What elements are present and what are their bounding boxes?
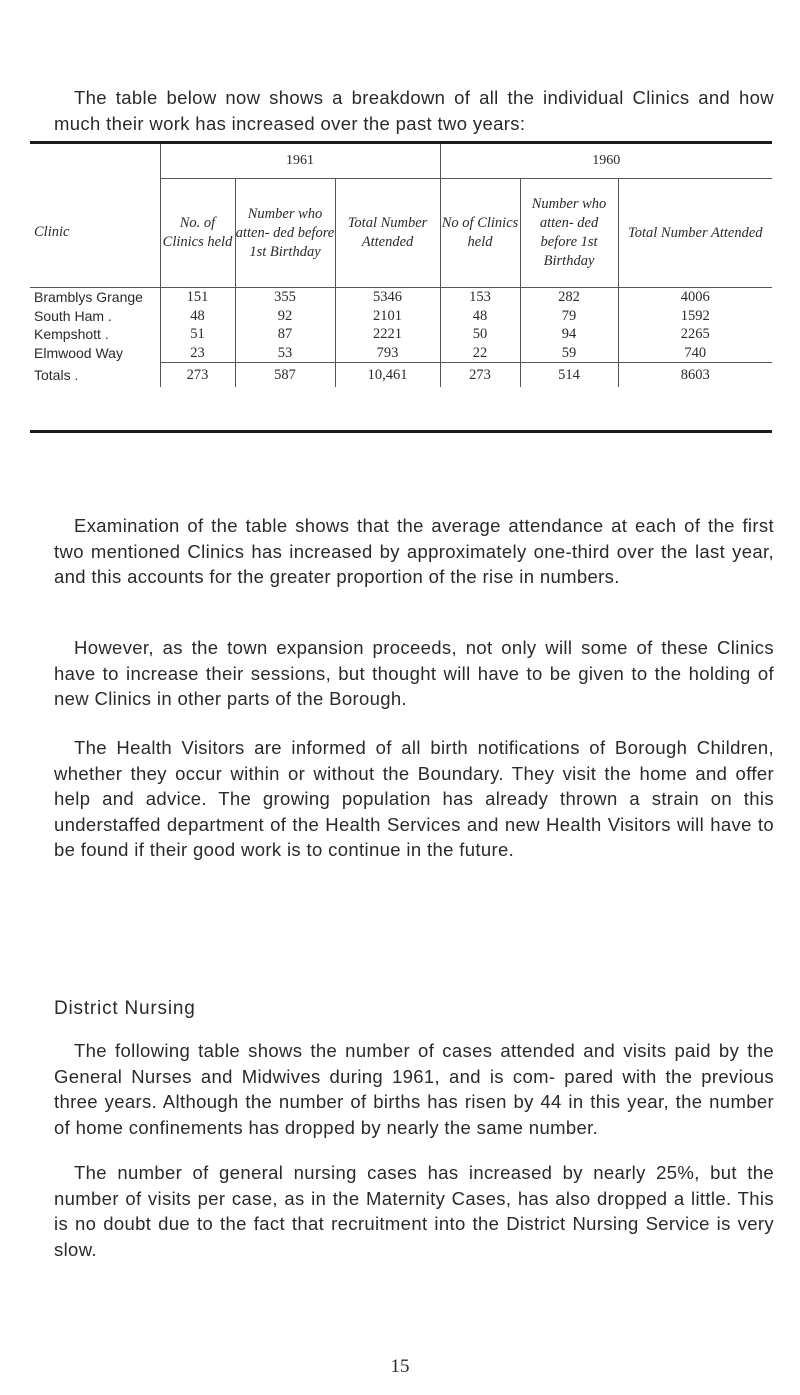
total-cell: 514 xyxy=(520,363,618,388)
row-clinic-name: South Ham . xyxy=(34,307,112,324)
table-row xyxy=(30,288,772,307)
total-cell: 8603 xyxy=(618,363,772,388)
col-header-total-attended-1961: Total Number Attended xyxy=(335,179,440,288)
cell: 48 xyxy=(440,307,520,326)
cell: 51 xyxy=(160,325,235,344)
total-cell: 587 xyxy=(235,363,335,388)
table-row xyxy=(30,325,772,344)
paragraph-health-visitors: The Health Visitors are informed of all birth notifications of Borough Children, whether they occur within or without the Boundary. They visit the home and offer help and advice. The growing population has already thrown a strain on this understaffed department of the Health Services and new Health Visitors will have to be found if their good work is to continue in the future. xyxy=(54,737,774,861)
col-header-total-attended-1960: Total Number Attended xyxy=(618,179,772,288)
cell: 5346 xyxy=(335,288,440,307)
cell: 282 xyxy=(520,288,618,307)
intro-paragraph: The table below now shows a breakdown of all the individual Clinics and how much their work has increased over the past two years: xyxy=(54,87,774,134)
page-number: 15 xyxy=(390,1356,410,1377)
cell: 59 xyxy=(520,344,618,363)
cell: 2101 xyxy=(335,307,440,326)
col-header-before-birthday-1960: Number who atten- ded before 1st Birthday xyxy=(520,179,618,288)
clinic-attendance-table xyxy=(30,144,772,387)
table-column-header-row xyxy=(30,179,772,288)
cell: 1592 xyxy=(618,307,772,326)
year-1960-header: 1960 xyxy=(440,144,772,179)
total-cell: 273 xyxy=(440,363,520,388)
cell: 92 xyxy=(235,307,335,326)
cell: 53 xyxy=(235,344,335,363)
table-row xyxy=(30,344,772,363)
section-title: District Nursing xyxy=(54,998,196,1019)
cell: 2221 xyxy=(335,325,440,344)
paragraph-examination: Examination of the table shows that the average attendance at each of the first two mentioned Clinics has increased by approximately one-third over the last year, and this accounts for the greater proportion of the rise in numbers. xyxy=(54,515,774,588)
col-header-clinics-held-1960: No of Clinics held xyxy=(440,179,520,288)
paragraph-town-expansion: However, as the town expansion proceeds, not only will some of these Clinics have to increase their sessions, but thought will have to be given to the holding of new Clinics in other parts of the Borough. xyxy=(54,637,774,710)
cell: 4006 xyxy=(618,288,772,307)
cell: 23 xyxy=(160,344,235,363)
clinic-column-header: Clinic xyxy=(34,224,70,241)
table-bottom-rule xyxy=(30,430,772,433)
totals-label: Totals . xyxy=(34,366,79,383)
cell: 153 xyxy=(440,288,520,307)
total-cell: 273 xyxy=(160,363,235,388)
cell: 793 xyxy=(335,344,440,363)
row-clinic-name: Bramblys Grange xyxy=(30,288,160,307)
total-cell: 10,461 xyxy=(335,363,440,388)
cell: 355 xyxy=(235,288,335,307)
cell: 151 xyxy=(160,288,235,307)
cell: 48 xyxy=(160,307,235,326)
cell: 94 xyxy=(520,325,618,344)
paragraph-district-nursing: The following table shows the number of cases attended and visits paid by the General Nurses and Midwives during 1961, and is com- pared with the previous three years. Although the number of births has risen by 44 in this year, the number of home confinements has dropped by nearly the same number. xyxy=(54,1040,774,1138)
year-1961-header: 1961 xyxy=(160,144,440,179)
cell: 87 xyxy=(235,325,335,344)
col-header-clinics-held-1961: No. of Clinics held xyxy=(160,179,235,288)
row-clinic-name: Elmwood Way xyxy=(34,344,123,361)
cell: 740 xyxy=(618,344,772,363)
row-clinic-name: Kempshott . xyxy=(34,326,109,342)
cell: 50 xyxy=(440,325,520,344)
table-row xyxy=(30,307,772,326)
cell: 79 xyxy=(520,307,618,326)
cell: 2265 xyxy=(618,325,772,344)
table-year-row xyxy=(30,144,772,179)
paragraph-general-nursing: The number of general nursing cases has increased by nearly 25%, but the number of visits per case, as in the Maternity Cases, has also dropped a little. This is no doubt due to the fact that recruitment into the District Nursing Service is very slow. xyxy=(54,1162,774,1260)
col-header-before-birthday-1961: Number who atten- ded before 1st Birthday xyxy=(235,179,335,288)
table-totals-row xyxy=(30,363,772,388)
cell: 22 xyxy=(440,344,520,363)
